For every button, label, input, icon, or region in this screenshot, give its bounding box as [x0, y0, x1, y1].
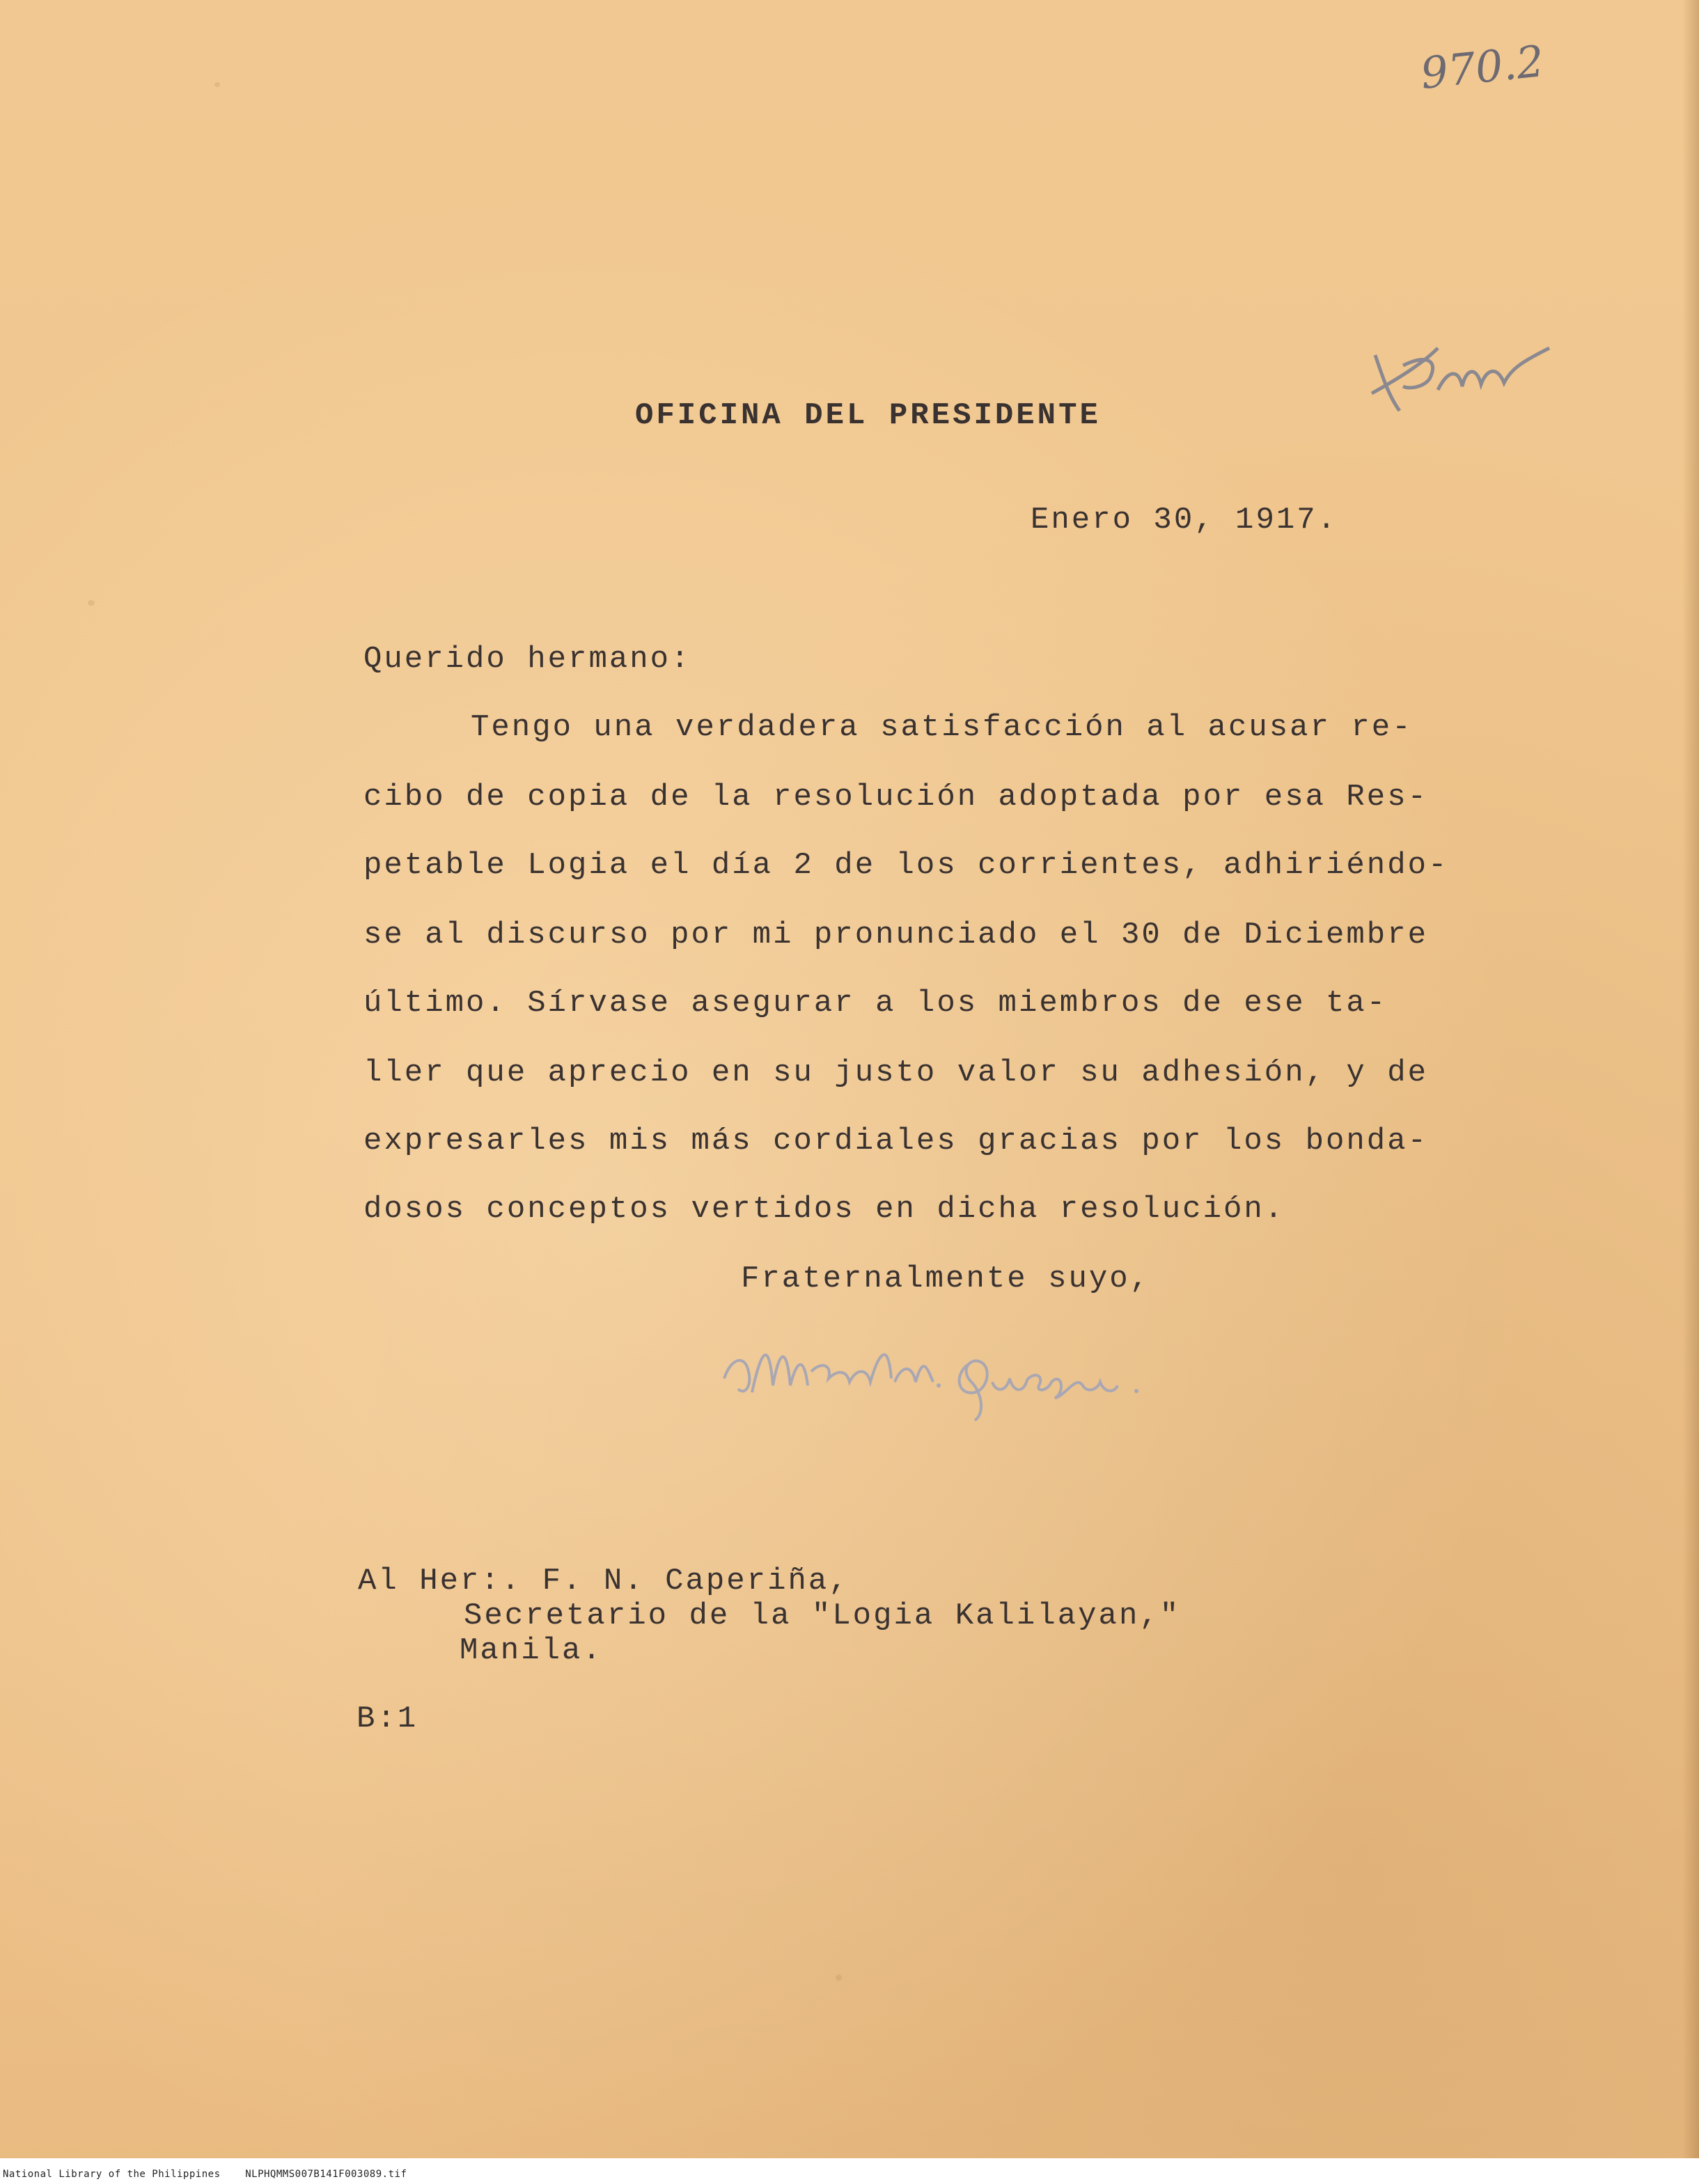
scan-footer-strip — [0, 2158, 1699, 2184]
addressee-line-3: Manila. — [460, 1633, 603, 1668]
signature-icon — [717, 1316, 1274, 1427]
letter-date: Enero 30, 1917. — [1031, 503, 1338, 537]
paper-spot — [214, 82, 220, 87]
body-line: cibo de copia de la resolución adoptada por esa Res- — [363, 780, 1429, 815]
reference-code: B:1 — [357, 1702, 418, 1736]
body-line: ller que aprecio en su justo valor su adhesión, y de — [363, 1055, 1429, 1090]
salutation: Querido hermano: — [363, 642, 691, 677]
office-title: OFICINA DEL PRESIDENTE — [635, 398, 1101, 433]
paper-spot — [88, 600, 95, 606]
handwritten-initials-icon — [1361, 327, 1570, 432]
paper-edge-shadow — [1682, 0, 1699, 2158]
closing: Fraternalmente suyo, — [741, 1262, 1151, 1296]
addressee-line-1: Al Her:. F. N. Caperiña, — [358, 1564, 850, 1598]
body-line: último. Sírvase asegurar a los miembros de ese ta- — [363, 986, 1388, 1021]
body-line: petable Logia el día 2 de los corrientes, adhiriéndo- — [363, 848, 1449, 883]
archive-number: 970.2 — [1418, 35, 1547, 100]
paper-spot — [836, 1974, 842, 1981]
body-line: se al discurso por mi pronunciado el 30 de Diciembre — [363, 918, 1429, 952]
body-line: expresarles mis más cordiales gracias por los bonda- — [363, 1124, 1429, 1158]
addressee-line-2: Secretario de la "Logia Kalilayan," — [464, 1598, 1181, 1633]
scan-caption: National Library of the Philippines NLPHQMMS007B141F003089.tif — [3, 2169, 407, 2180]
body-line: Tengo una verdadera satisfacción al acusar re- — [471, 710, 1413, 745]
body-line: dosos conceptos vertidos en dicha resolución. — [363, 1192, 1285, 1227]
